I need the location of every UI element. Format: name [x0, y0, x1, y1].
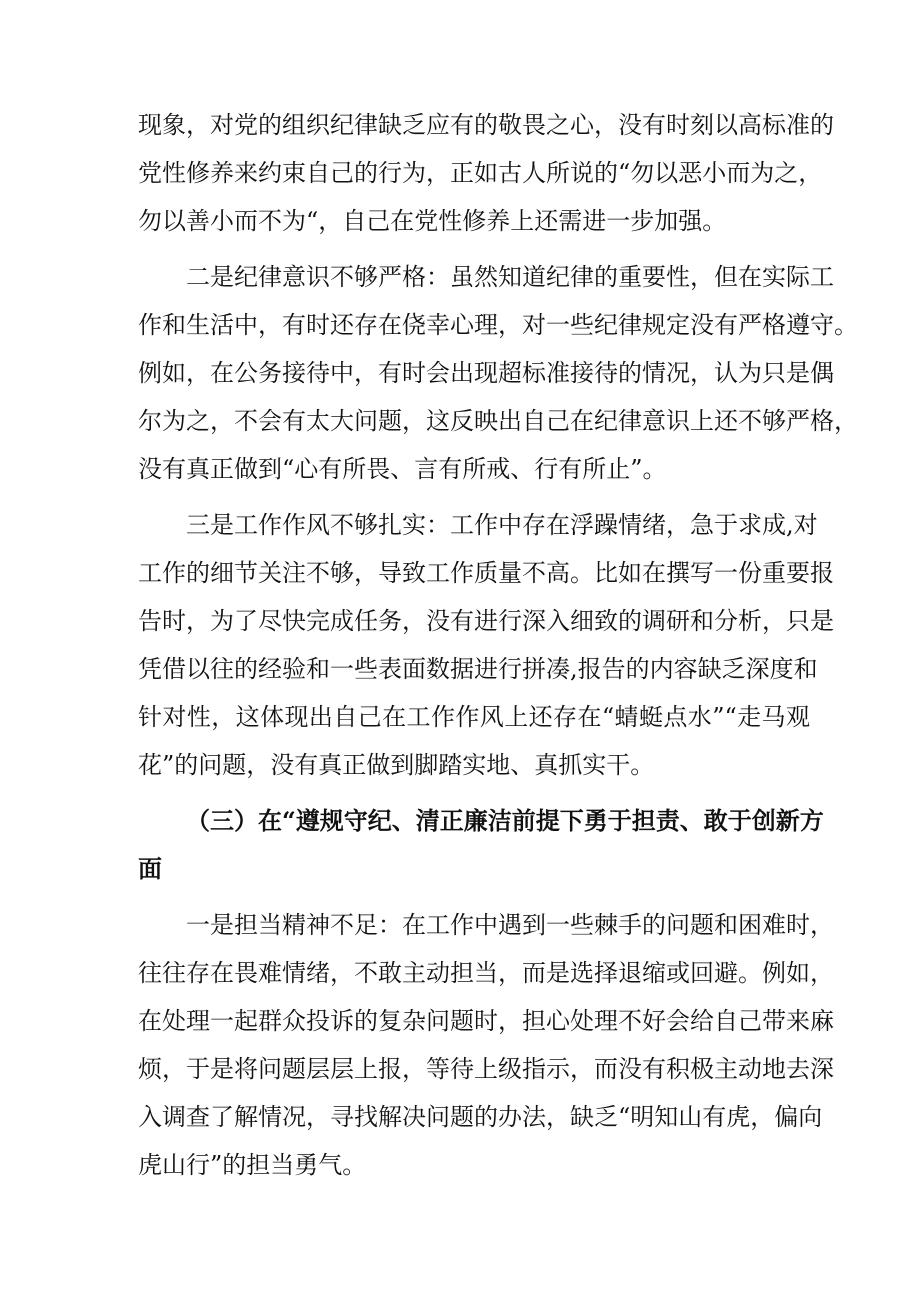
text-line: 烦，于是将问题层层上报，等待上级指示，而没有积极主动地去深 — [138, 1055, 834, 1083]
heading-line: （三）在“遵规守纪、清正廉洁前提下勇于担责、敢于创新方 — [186, 806, 824, 835]
paragraph-work-style — [138, 501, 834, 789]
text-line: 党性修养来约束自己的行为，正如古人所说的“勿以恶小而为之， — [138, 159, 823, 187]
text-line: 勿以善小而不为“，自己在党性修养上还需进一步加强。 — [138, 207, 727, 235]
paragraph-continuation — [138, 101, 834, 245]
section-heading — [138, 797, 824, 893]
text-line: 针对性，这体现出自己在工作作风上还存在“蜻蜓点水”“走马观 — [138, 703, 810, 731]
text-line: 没有真正做到“心有所畏、言有所戒、行有所止”。 — [138, 455, 667, 483]
paragraph-responsibility — [138, 901, 834, 1189]
text-line: 尔为之，不会有太大问题，这反映出自己在纪律意识上还不够严格， — [138, 407, 858, 435]
text-line: 在处理一起群众投诉的复杂问题时，担心处理不好会给自己带来麻 — [138, 1007, 834, 1035]
text-line: 二是纪律意识不够严格：虽然知道纪律的重要性，但在实际工 — [186, 263, 834, 291]
text-line: 虎山行”的担当勇气。 — [138, 1151, 367, 1179]
text-line: 入调查了解情况，寻找解决问题的办法，缺乏“明知山有虎，偏向 — [138, 1103, 823, 1131]
text-line: 凭借以往的经验和一些表面数据进行拼凑,报告的内容缺乏深度和 — [138, 655, 818, 683]
text-line: 工作的细节关注不够，导致工作质量不高。比如在撰写一份重要报 — [138, 559, 834, 587]
paragraph-discipline — [138, 253, 858, 493]
text-line: 例如，在公务接待中，有时会出现超标准接待的情况，认为只是偶 — [138, 359, 834, 387]
document-page — [138, 101, 858, 1189]
text-line: 往往存在畏难情绪，不敢主动担当，而是选择退缩或回避。例如， — [138, 959, 834, 987]
text-line: 告时，为了尽快完成任务，没有进行深入细致的调研和分析，只是 — [138, 607, 834, 635]
text-line: 作和生活中，有时还存在侥幸心理，对一些纪律规定没有严格遵守。 — [138, 311, 858, 339]
heading-line: 面 — [138, 854, 162, 883]
text-line: 三是工作作风不够扎实：工作中存在浮躁情绪，急于求成,对 — [186, 511, 818, 539]
text-line: 现象，对党的组织纪律缺乏应有的敬畏之心，没有时刻以高标准的 — [138, 111, 834, 139]
text-line: 花”的问题，没有真正做到脚踏实地、真抓实干。 — [138, 751, 655, 779]
text-line: 一是担当精神不足：在工作中遇到一些棘手的问题和困难时， — [186, 911, 834, 939]
